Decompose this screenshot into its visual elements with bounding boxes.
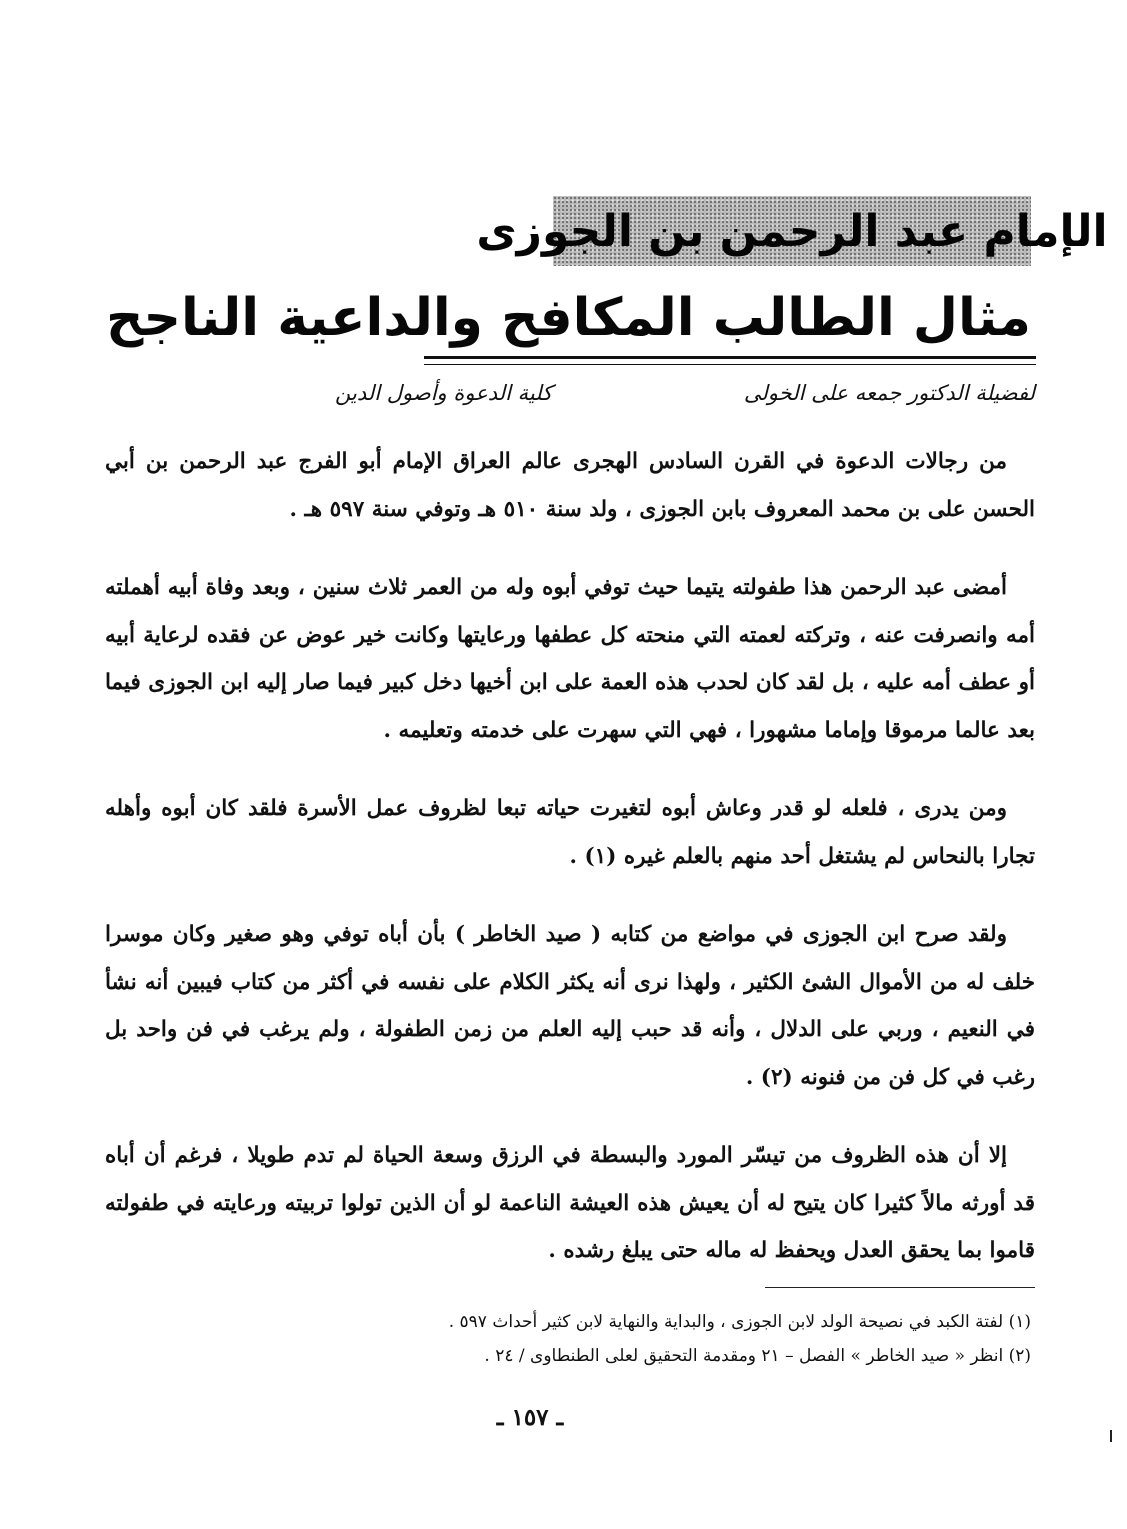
banner-title: الإمام عبد الرحمن بن الجوزى — [476, 205, 1108, 257]
footnote-2: (٢) انظر « صيد الخاطر » الفصل – ٢١ ومقدمة التحقيق لعلى الطنطاوى / ٢٤ . — [484, 1346, 1031, 1366]
scan-speck — [1110, 1430, 1112, 1442]
byline — [335, 376, 1035, 410]
article-body — [105, 438, 1035, 1306]
byline-author: لفضيلة الدكتور جمعه على الخولى — [743, 381, 1035, 405]
paragraph-3: ومن يدرى ، فلعله لو قدر وعاش أبوه لتغيرت حياته تبعا لظروف عمل الأسرة فلقد كان أبوه وأهله تجارا بالنحاس لم يشتغل أحد منهم بالعلم غيره (١) . — [105, 796, 1035, 869]
headline-divider — [424, 356, 1036, 365]
paragraph-5: إلا أن هذه الظروف من تيسّر المورد والبسطة في الرزق وسعة الحياة لم تدم طويلا ، فرغم أن أباه قد أورثه مالاً كثيرا كان يتيح له أن يعيش هذه العيشة الناعمة لو أن الذين تولوا تربيته ورعايته في طفولته قاموا بما يحقق العدل ويحفظ له ماله حتى يبلغ رشده . — [105, 1143, 1035, 1263]
title-banner — [476, 196, 1108, 266]
footnote-divider — [765, 1287, 1035, 1288]
paragraph-1: من رجالات الدعوة في القرن السادس الهجرى عالم العراق الإمام أبو الفرج عبد الرحمن بن أبي الحسن على بن محمد المعروف بابن الجوزى ، ولد سنة ٥١٠ هـ وتوفي سنة ٥٩٧ هـ . — [105, 449, 1035, 522]
footnotes — [131, 1305, 1031, 1373]
footnote-1: (١) لفتة الكبد في نصيحة الولد لابن الجوزى ، والبداية والنهاية لابن كثير أحداث ٥٩٧ . — [448, 1312, 1031, 1332]
paragraph-2: أمضى عبد الرحمن هذا طفولته يتيما حيث توفي أبوه وله من العمر ثلاث سنين ، وبعد وفاة أبيه أهملته أمه وانصرفت عنه ، وتركته لعمته التي منحته كل عطفها ورعايتها وكانت خير عوض عن فقده لرعاية أبيه أو عطف أمه عليه ، بل لقد كان لحدب هذه العمة على ابن أخيها دخل كبير فيما صار إليه ابن الجوزى فيما بعد عالما مرموقا وإماما مشهورا ، فهي التي سهرت على خدمته وتعليمه . — [105, 575, 1035, 743]
paragraph-4: ولقد صرح ابن الجوزى في مواضع من كتابه ( صيد الخاطر ) بأن أباه توفي وهو صغير وكان موسرا خلف له من الأموال الشئ الكثير ، ولهذا نرى أنه يكثر الكلام على نفسه في أكثر من كتاب فيبين أنه نشأ في النعيم ، وربي على الدلال ، وأنه قد حبب إليه العلم من زمن الطفولة ، ولم يرغب في فن واحد بل رغب في كل فن من فنونه (٢) . — [105, 922, 1035, 1090]
byline-affiliation: كلية الدعوة وأصول الدين — [335, 381, 553, 405]
page-number: ـ ١٥٧ ـ — [496, 1404, 564, 1431]
article-headline: مثال الطالب المكافح والداعية الناجح — [106, 288, 1031, 348]
